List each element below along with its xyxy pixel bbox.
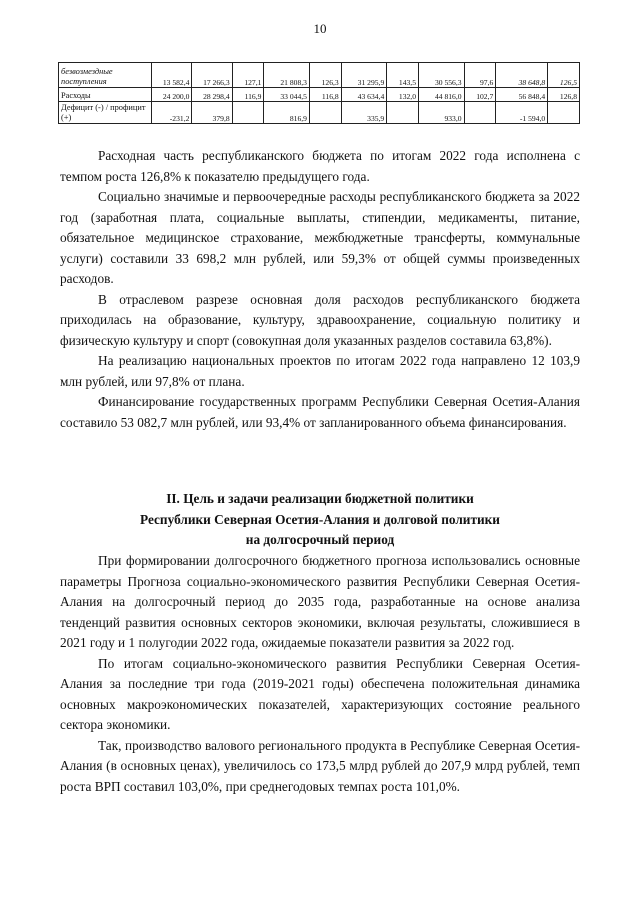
paragraph: Так, производство валового регионального продукта в Республике Северная Осетия-Алания (в основных ценах), увеличилось со 173,5 млрд рублей до 207,9 млрд рублей, темп роста ВРП составил 103,0%, при среднегодовых темпах роста 101,0%. <box>60 737 580 794</box>
page-number: 10 <box>313 21 327 36</box>
table-cell: 816,9 <box>264 102 310 124</box>
paragraphs-top <box>60 146 580 433</box>
table-cell: -231,2 <box>152 102 192 124</box>
table-row <box>59 88 580 102</box>
table-cell: 38 648,8 <box>496 63 548 88</box>
table-cell: 143,5 <box>387 63 419 88</box>
heading-line: II. Цель и задачи реализации бюджетной политики <box>166 491 474 506</box>
row-label: безвозмездные поступления <box>59 63 152 88</box>
table-cell: 56 848,4 <box>496 88 548 102</box>
paragraph: Финансирование государственных программ Республики Северная Осетия-Алания составило 53 082,7 млн рублей, или 93,4% от запланированного объема финансирования. <box>60 394 580 430</box>
paragraph: По итогам социально-экономического развития Республики Северная Осетия-Алания за последние три года (2019-2021 годы) обеспечена положительная динамика основных макроэкономических показателей, характеризующих состояние реального сектора экономики. <box>60 655 580 732</box>
paragraph: На реализацию национальных проектов по итогам 2022 года направлено 12 103,9 млн рублей, или 97,8% от плана. <box>60 353 580 389</box>
table-cell: 933,0 <box>419 102 465 124</box>
paragraphs-bottom <box>60 551 580 797</box>
paragraph: В отраслевом разрезе основная доля расходов республиканского бюджета приходилась на образование, культуру, здравоохранение, социальную политику и физическую культуру и спорт (совокупная доля указанных разделов составила 63,8%). <box>60 291 580 348</box>
table-cell: 30 556,3 <box>419 63 465 88</box>
row-label: Дефицит (-) / профицит (+) <box>59 102 152 124</box>
table-cell: 97,6 <box>464 63 496 88</box>
table-cell: 116,8 <box>309 88 341 102</box>
table-row <box>59 63 580 88</box>
paragraph: Расходная часть республиканского бюджета по итогам 2022 года исполнена с темпом роста 126,8% к показателю предыдущего года. <box>60 148 580 184</box>
table-cell: 31 295,9 <box>341 63 387 88</box>
table-cell: 21 808,3 <box>264 63 310 88</box>
paragraph: При формировании долгосрочного бюджетного прогноза использовались основные параметры Прогноза социально-экономического развития Республики Северная Осетия-Алания на долгосрочный период до 2035 года, разработанные на основе анализа тенденций развития основных секторов экономики, включая результаты, сложившиеся в 2021 году и 1 полугодии 2022 года, ожидаемые показатели развития за 2022 год. <box>60 553 580 650</box>
table-cell: 13 582,4 <box>152 63 192 88</box>
table-cell: 126,5 <box>548 63 580 88</box>
table-cell <box>387 102 419 124</box>
table-cell <box>464 102 496 124</box>
table-cell: 17 266,3 <box>192 63 232 88</box>
table-cell <box>548 102 580 124</box>
table-cell: -1 594,0 <box>496 102 548 124</box>
table-cell: 24 200,0 <box>152 88 192 102</box>
heading-line: Республики Северная Осетия-Алания и долговой политики <box>140 511 500 527</box>
table-row <box>59 102 580 124</box>
budget-table <box>58 62 580 124</box>
table-cell: 116,9 <box>232 88 264 102</box>
table-cell <box>232 102 264 124</box>
section-heading <box>60 489 580 551</box>
table-cell: 44 816,0 <box>419 88 465 102</box>
table-cell <box>309 102 341 124</box>
table-cell: 132,0 <box>387 88 419 102</box>
table-cell: 127,1 <box>232 63 264 88</box>
paragraph: Социально значимые и первоочередные расходы республиканского бюджета за 2022 год (заработная плата, социальные выплаты, стипендии, медикаменты, питание, обязательное медицинское страхование, межбюджетные трансферты, коммунальные услуги) составили 33 698,2 млн рублей, или 59,3% от общей суммы произведенных расходов. <box>60 189 580 286</box>
table-cell: 126,3 <box>309 63 341 88</box>
table-cell: 335,9 <box>341 102 387 124</box>
table-cell: 43 634,4 <box>341 88 387 102</box>
table-cell: 28 298,4 <box>192 88 232 102</box>
table-cell: 379,8 <box>192 102 232 124</box>
table-cell: 33 044,5 <box>264 88 310 102</box>
heading-line: на долгосрочный период <box>245 532 395 547</box>
table-cell: 126,8 <box>548 88 580 102</box>
table-cell: 102,7 <box>464 88 496 102</box>
row-label: Расходы <box>59 88 152 102</box>
